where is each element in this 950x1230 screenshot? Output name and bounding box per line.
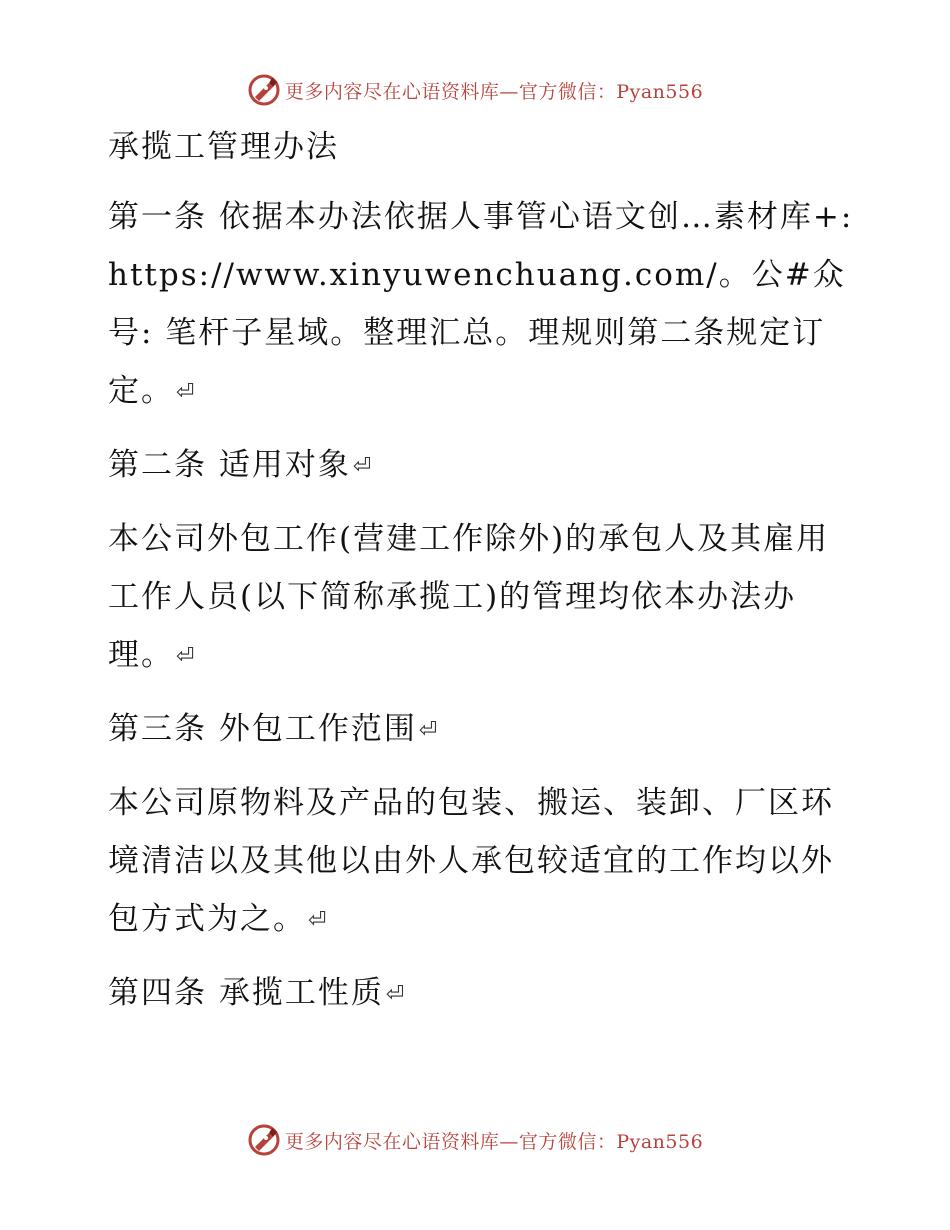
paragraph-5: 本公司原物料及产品的包装、搬运、装卸、厂区环境清洁以及其他以由外人承包较适宜的工作均以外包方式为之。⏎	[108, 785, 834, 937]
paragraph-mark-icon: ⏎	[352, 454, 374, 479]
pen-logo-icon	[247, 1123, 281, 1157]
paragraph-mark-icon: ⏎	[308, 908, 329, 933]
pen-logo-icon	[247, 73, 281, 107]
doc-title: 承揽工管理办法	[108, 129, 339, 165]
banner-text: 更多内容尽在心语资料库—官方微信：Pyan556	[284, 1130, 704, 1153]
paragraph-mark-icon: ⏎	[176, 644, 197, 669]
paragraph-2: 第二条 适用对象⏎	[108, 447, 374, 483]
footer-banner	[0, 1120, 950, 1160]
banner-text: 更多内容尽在心语资料库—官方微信：Pyan556	[284, 80, 704, 103]
paragraph-mark-icon: ⏎	[385, 982, 407, 1007]
header-banner	[0, 70, 950, 110]
paragraph-6: 第四条 承揽工性质⏎	[108, 975, 407, 1011]
paragraph-1: 第一条 依据本办法依据人事管心语文创…素材库+: https://www.xinyuwenchuang.com/。公#众号: 笔杆子星域。整理汇总。理规则第二条规定订定。⏎	[108, 199, 866, 409]
paragraph-3: 本公司外包工作(营建工作除外)的承包人及其雇用工作人员(以下简称承揽工)的管理均依本办法办理。⏎	[108, 521, 830, 673]
paragraph-mark-icon: ⏎	[176, 380, 197, 405]
paragraph-mark-icon: ⏎	[418, 718, 440, 743]
document-body	[98, 118, 866, 1038]
paragraph-4: 第三条 外包工作范围⏎	[108, 711, 440, 747]
